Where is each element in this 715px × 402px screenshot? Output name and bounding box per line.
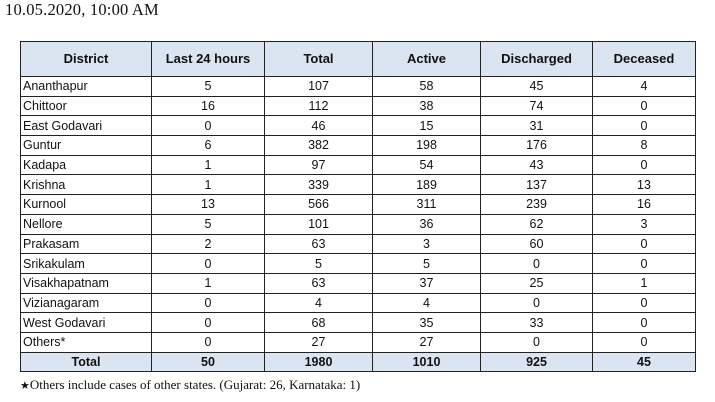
total-cell: 382 bbox=[265, 136, 373, 156]
discharged-cell: 239 bbox=[481, 195, 593, 215]
total-cell: 107 bbox=[265, 77, 373, 97]
total-cell: 112 bbox=[265, 96, 373, 116]
active-cell: 58 bbox=[373, 77, 481, 97]
deceased-cell: 16 bbox=[593, 195, 696, 215]
table-row bbox=[21, 155, 696, 175]
discharged-cell: 45 bbox=[481, 77, 593, 97]
last-24-hours-cell: 0 bbox=[152, 254, 265, 274]
discharged-cell: 60 bbox=[481, 234, 593, 254]
footnote bbox=[20, 377, 360, 393]
district-cell: West Godavari bbox=[21, 313, 152, 333]
district-cell: Prakasam bbox=[21, 234, 152, 254]
discharged-cell: 0 bbox=[481, 293, 593, 313]
total-cell: 63 bbox=[265, 234, 373, 254]
total-last-24-hours-cell: 50 bbox=[152, 352, 265, 372]
total-cell: 63 bbox=[265, 273, 373, 293]
last-24-hours-cell: 1 bbox=[152, 175, 265, 195]
table-row bbox=[21, 313, 696, 333]
discharged-cell: 74 bbox=[481, 96, 593, 116]
last-24-hours-cell: 2 bbox=[152, 234, 265, 254]
table-header-row bbox=[21, 42, 696, 77]
last-24-hours-cell: 1 bbox=[152, 155, 265, 175]
deceased-cell: 0 bbox=[593, 332, 696, 352]
total-active-cell: 1010 bbox=[373, 352, 481, 372]
active-cell: 54 bbox=[373, 155, 481, 175]
district-cell: Others* bbox=[21, 332, 152, 352]
last-24-hours-cell: 6 bbox=[152, 136, 265, 156]
table-row bbox=[21, 96, 696, 116]
district-cell: Ananthapur bbox=[21, 77, 152, 97]
deceased-cell: 4 bbox=[593, 77, 696, 97]
column-header-total: Total bbox=[265, 42, 373, 77]
deceased-cell: 0 bbox=[593, 155, 696, 175]
active-cell: 4 bbox=[373, 293, 481, 313]
district-cases-table-container bbox=[20, 41, 695, 372]
total-deceased-cell: 45 bbox=[593, 352, 696, 372]
discharged-cell: 137 bbox=[481, 175, 593, 195]
last-24-hours-cell: 5 bbox=[152, 77, 265, 97]
deceased-cell: 1 bbox=[593, 273, 696, 293]
discharged-cell: 33 bbox=[481, 313, 593, 333]
district-cell: Srikakulam bbox=[21, 254, 152, 274]
table-row bbox=[21, 175, 696, 195]
column-header-district: District bbox=[21, 42, 152, 77]
active-cell: 198 bbox=[373, 136, 481, 156]
total-cell: 339 bbox=[265, 175, 373, 195]
active-cell: 15 bbox=[373, 116, 481, 136]
active-cell: 37 bbox=[373, 273, 481, 293]
table-total-row bbox=[21, 352, 696, 372]
district-cell: Guntur bbox=[21, 136, 152, 156]
table-row bbox=[21, 116, 696, 136]
district-cell: Nellore bbox=[21, 214, 152, 234]
deceased-cell: 13 bbox=[593, 175, 696, 195]
total-district-cell: Total bbox=[21, 352, 152, 372]
total-discharged-cell: 925 bbox=[481, 352, 593, 372]
active-cell: 38 bbox=[373, 96, 481, 116]
district-cell: Visakhapatnam bbox=[21, 273, 152, 293]
deceased-cell: 0 bbox=[593, 234, 696, 254]
deceased-cell: 0 bbox=[593, 313, 696, 333]
table-row bbox=[21, 234, 696, 254]
report-timestamp: 10.05.2020, 10:00 AM bbox=[5, 0, 159, 19]
table-row bbox=[21, 195, 696, 215]
district-cell: Krishna bbox=[21, 175, 152, 195]
active-cell: 3 bbox=[373, 234, 481, 254]
table-row bbox=[21, 293, 696, 313]
last-24-hours-cell: 0 bbox=[152, 116, 265, 136]
table-row bbox=[21, 77, 696, 97]
total-cell: 4 bbox=[265, 293, 373, 313]
discharged-cell: 31 bbox=[481, 116, 593, 136]
district-cell: Vizianagaram bbox=[21, 293, 152, 313]
deceased-cell: 0 bbox=[593, 254, 696, 274]
column-header-last-24-hours: Last 24 hours bbox=[152, 42, 265, 77]
table-row bbox=[21, 273, 696, 293]
total-cell: 566 bbox=[265, 195, 373, 215]
discharged-cell: 43 bbox=[481, 155, 593, 175]
district-cell: Kurnool bbox=[21, 195, 152, 215]
discharged-cell: 0 bbox=[481, 254, 593, 274]
star-icon: ★ bbox=[20, 380, 30, 392]
column-header-active: Active bbox=[373, 42, 481, 77]
total-cell: 5 bbox=[265, 254, 373, 274]
active-cell: 36 bbox=[373, 214, 481, 234]
district-cell: Kadapa bbox=[21, 155, 152, 175]
active-cell: 311 bbox=[373, 195, 481, 215]
deceased-cell: 0 bbox=[593, 96, 696, 116]
total-cell: 46 bbox=[265, 116, 373, 136]
total-cell: 97 bbox=[265, 155, 373, 175]
discharged-cell: 25 bbox=[481, 273, 593, 293]
footnote-text: Others include cases of other states. (Gujarat: 26, Karnataka: 1) bbox=[29, 377, 361, 392]
district-cases-table bbox=[20, 41, 696, 372]
deceased-cell: 8 bbox=[593, 136, 696, 156]
district-cell: Chittoor bbox=[21, 96, 152, 116]
last-24-hours-cell: 5 bbox=[152, 214, 265, 234]
column-header-deceased: Deceased bbox=[593, 42, 696, 77]
deceased-cell: 0 bbox=[593, 293, 696, 313]
last-24-hours-cell: 0 bbox=[152, 332, 265, 352]
table-row bbox=[21, 332, 696, 352]
active-cell: 189 bbox=[373, 175, 481, 195]
table-row bbox=[21, 254, 696, 274]
active-cell: 35 bbox=[373, 313, 481, 333]
last-24-hours-cell: 13 bbox=[152, 195, 265, 215]
total-total-cell: 1980 bbox=[265, 352, 373, 372]
last-24-hours-cell: 1 bbox=[152, 273, 265, 293]
last-24-hours-cell: 0 bbox=[152, 293, 265, 313]
deceased-cell: 0 bbox=[593, 116, 696, 136]
last-24-hours-cell: 16 bbox=[152, 96, 265, 116]
active-cell: 5 bbox=[373, 254, 481, 274]
total-cell: 101 bbox=[265, 214, 373, 234]
total-cell: 27 bbox=[265, 332, 373, 352]
column-header-discharged: Discharged bbox=[481, 42, 593, 77]
table-row bbox=[21, 214, 696, 234]
table-body bbox=[21, 77, 696, 372]
last-24-hours-cell: 0 bbox=[152, 313, 265, 333]
discharged-cell: 176 bbox=[481, 136, 593, 156]
table-row bbox=[21, 136, 696, 156]
deceased-cell: 3 bbox=[593, 214, 696, 234]
total-cell: 68 bbox=[265, 313, 373, 333]
active-cell: 27 bbox=[373, 332, 481, 352]
discharged-cell: 0 bbox=[481, 332, 593, 352]
district-cell: East Godavari bbox=[21, 116, 152, 136]
discharged-cell: 62 bbox=[481, 214, 593, 234]
